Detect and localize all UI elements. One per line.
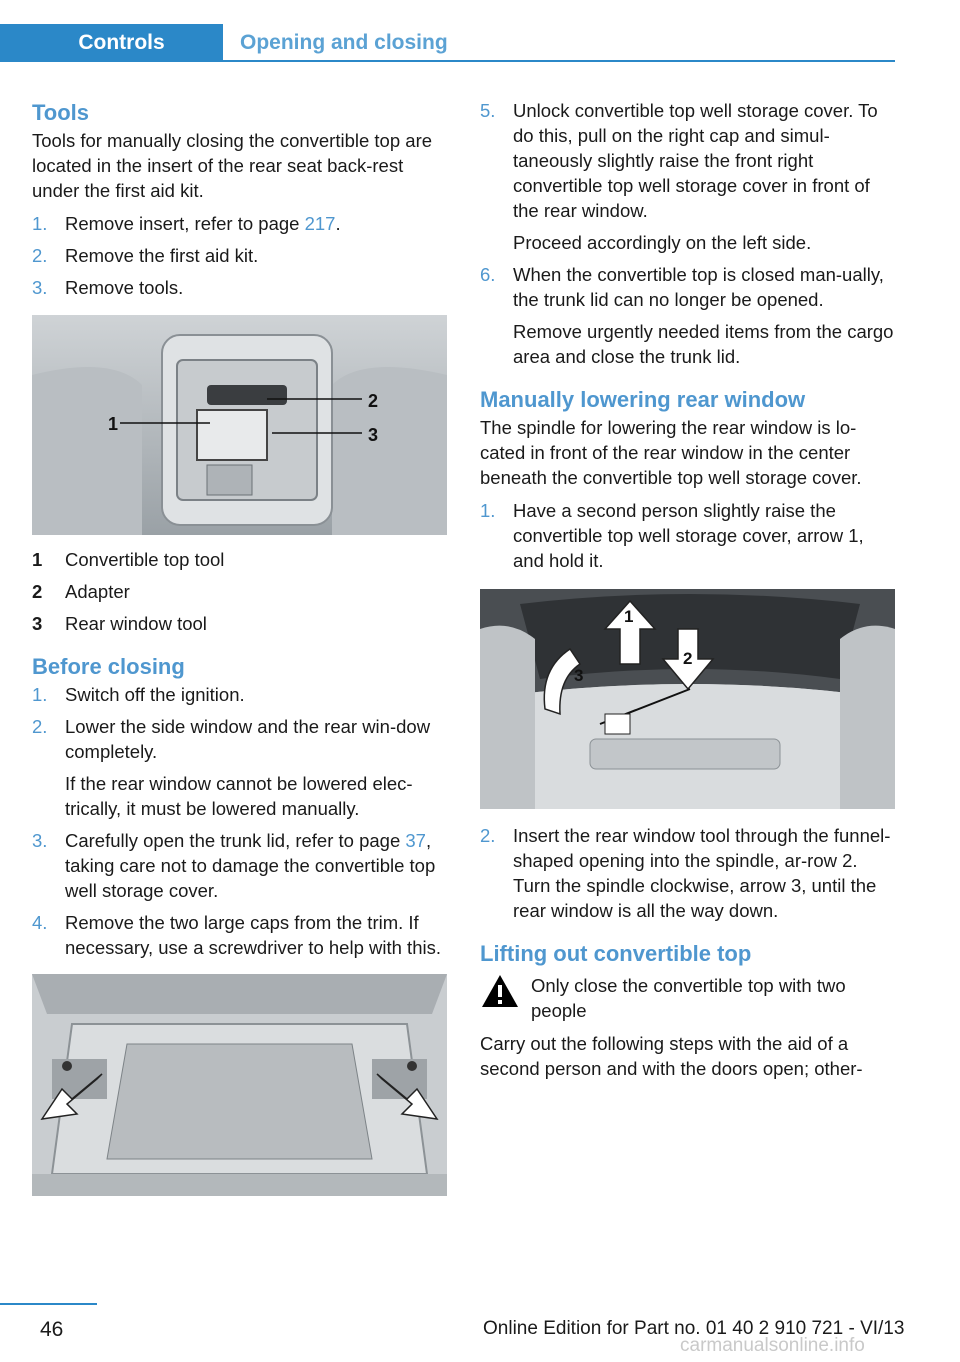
- step-number: 3.: [32, 830, 48, 851]
- callout-3: 3: [574, 666, 584, 685]
- step-text: Carefully open the trunk lid, refer to page 37, taking care not to damage the convertible top well storage cover.: [65, 830, 436, 901]
- step-number: 2.: [32, 245, 48, 266]
- step-text: Remove tools.: [65, 277, 184, 298]
- step-number: 5.: [480, 100, 496, 121]
- callout-1: 1: [108, 414, 119, 434]
- step-text: Remove the first aid kit.: [65, 245, 259, 266]
- step-text: Insert the rear window tool through the funnel-shaped opening into the spindle, ar-row 2. Turn the spindle clockwise, arrow 3, until the rear window is all the way down.: [513, 825, 891, 921]
- tools-heading: Tools: [32, 100, 90, 125]
- list-item: [480, 98, 896, 255]
- spindle-illustration: [480, 589, 895, 809]
- callout-1: 1: [624, 607, 634, 626]
- step-text: Switch off the ignition.: [65, 684, 245, 705]
- list-item: [32, 714, 448, 821]
- spindle-figure: [480, 589, 895, 809]
- step-text: Unlock convertible top well storage cover. To do this, pull on the right cap and simul-taneously slightly raise the front right convertible top well storage cover in front of the rear window.: [513, 100, 878, 221]
- right-column: [480, 98, 896, 1081]
- step-number: 2.: [32, 716, 48, 737]
- step-text: Have a second person slightly raise the convertible top well storage cover, arrow 1, and hold it.: [513, 500, 864, 571]
- legend-item: [32, 547, 448, 572]
- list-item: [32, 910, 448, 960]
- step-number: 3.: [32, 277, 48, 298]
- watermark: carmanualsonline.info: [680, 1335, 865, 1356]
- step-number: 1.: [480, 500, 496, 521]
- page-link[interactable]: 217: [304, 213, 336, 234]
- list-item: [480, 823, 896, 923]
- warning-note: [480, 973, 896, 1023]
- step-text: Lower the side window and the rear win-dow completely.: [65, 716, 431, 762]
- step-text: Remove insert, refer to page 217.: [65, 213, 341, 234]
- legend-text: Rear window tool: [65, 613, 207, 634]
- step-number: 2.: [480, 825, 496, 846]
- lifting-heading: Lifting out convertible top: [480, 941, 752, 966]
- legend-number: 1: [32, 549, 43, 570]
- list-item: [32, 211, 448, 236]
- warning-icon: [480, 973, 531, 1023]
- legend-item: [32, 611, 448, 636]
- lowering-intro: The spindle for lowering the rear window is lo-cated in front of the rear window in the center beneath the convertible top well storage cover.: [480, 417, 862, 488]
- lowering-heading: Manually lowering rear window: [480, 387, 806, 412]
- legend-item: [32, 579, 448, 604]
- step-number: 1.: [32, 684, 48, 705]
- before-closing-heading: Before closing: [32, 654, 185, 679]
- step-note: Proceed accordingly on the left side.: [513, 232, 812, 253]
- legend-number: 2: [32, 581, 43, 602]
- step-text: Remove the two large caps from the trim. If necessary, use a screwdriver to help with this.: [65, 912, 441, 958]
- subsection-tab[interactable]: Opening and closing: [240, 31, 448, 54]
- tools-intro: Tools for manually closing the convertible top are located in the insert of the rear seat back-rest under the first aid kit.: [32, 130, 433, 201]
- page-number: 46: [40, 1318, 64, 1341]
- lifting-text: Carry out the following steps with the aid of a second person and with the doors open; other-: [480, 1033, 863, 1079]
- step-number: 6.: [480, 264, 496, 285]
- footer-rule: [0, 1303, 97, 1305]
- callout-3: 3: [368, 425, 379, 445]
- header-rule: [223, 60, 895, 62]
- list-item: [480, 498, 896, 573]
- callout-2: 2: [368, 391, 379, 411]
- step-number: 4.: [32, 912, 48, 933]
- warning-text: Only close the convertible top with two people: [531, 975, 846, 1021]
- list-item: [32, 243, 448, 268]
- callout-2: 2: [683, 649, 693, 668]
- list-item: [32, 828, 448, 903]
- step-text: When the convertible top is closed man-ually, the trunk lid can no longer be opened.: [513, 264, 884, 310]
- trunk-illustration: [32, 974, 447, 1196]
- legend-text: Adapter: [65, 581, 130, 602]
- trunk-figure: [32, 974, 447, 1196]
- list-item: [32, 682, 448, 707]
- list-item: [480, 262, 896, 369]
- step-note: If the rear window cannot be lowered elec-trically, it must be lowered manually.: [65, 773, 413, 819]
- section-tab[interactable]: Controls: [0, 24, 223, 62]
- list-item: [32, 275, 448, 300]
- step-note: Remove urgently needed items from the cargo area and close the trunk lid.: [513, 321, 894, 367]
- tools-illustration: [32, 315, 447, 535]
- tools-figure: [32, 315, 447, 535]
- page-link[interactable]: 37: [405, 830, 426, 851]
- step-number: 1.: [32, 213, 48, 234]
- legend-number: 3: [32, 613, 43, 634]
- edition-info: Online Edition for Part no. 01 40 2 910 721 - VI/13: [483, 1318, 905, 1339]
- left-column: [32, 98, 448, 1196]
- legend-text: Convertible top tool: [65, 549, 225, 570]
- page-header: [0, 0, 895, 62]
